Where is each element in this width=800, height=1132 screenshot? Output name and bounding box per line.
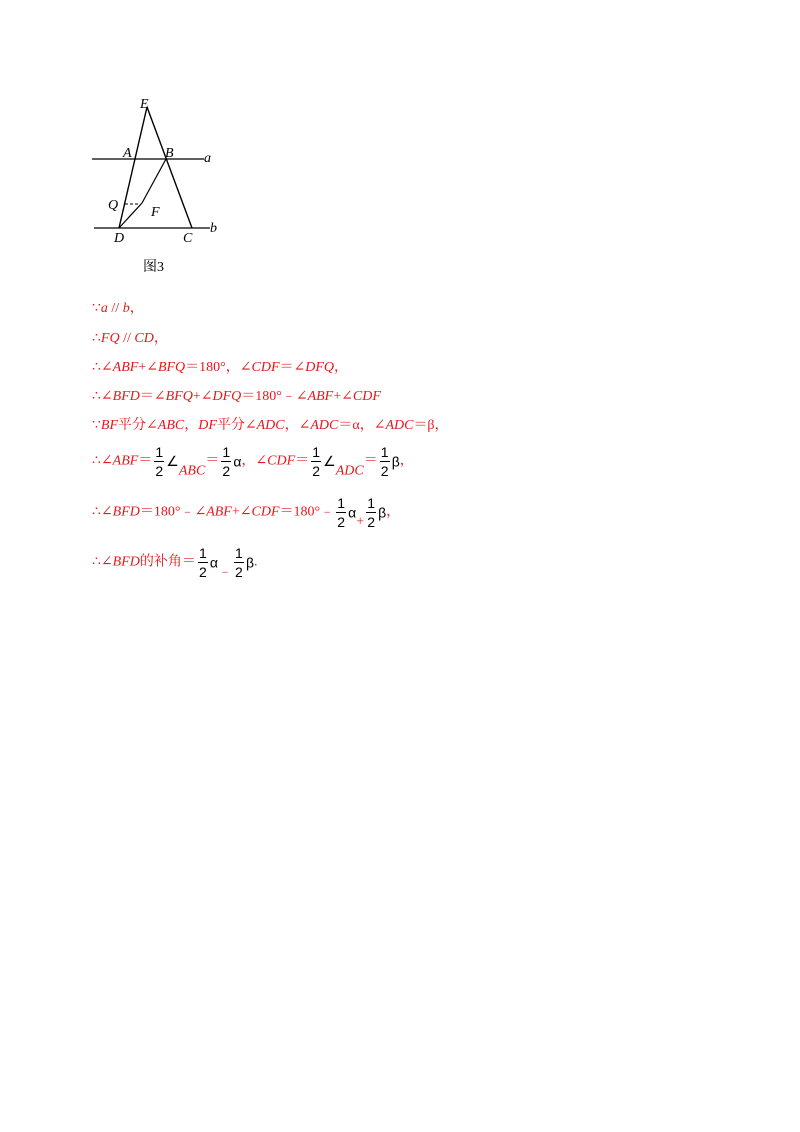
text: // bbox=[107, 301, 123, 316]
var: ABF bbox=[112, 453, 139, 469]
var: DFQ bbox=[305, 360, 335, 375]
text: ， bbox=[399, 453, 414, 469]
text: ， bbox=[184, 418, 199, 433]
alpha-symbol: α bbox=[348, 504, 357, 521]
numerator: 1 bbox=[367, 495, 375, 511]
text: 平分∠ bbox=[118, 418, 158, 433]
var: a bbox=[100, 301, 108, 316]
fraction-bar bbox=[380, 461, 390, 462]
text: ＝∠ bbox=[279, 360, 306, 375]
proof-line-2 bbox=[92, 327, 168, 347]
fraction-half bbox=[336, 496, 346, 529]
var: DFQ bbox=[212, 389, 242, 404]
numerator: 1 bbox=[222, 444, 231, 460]
geometry-figure bbox=[80, 88, 240, 288]
label-A: A bbox=[123, 146, 132, 161]
var: ABF bbox=[112, 360, 139, 375]
fraction-bar bbox=[336, 512, 346, 513]
angle-symbol: ∠ bbox=[166, 453, 179, 469]
figure-svg bbox=[80, 88, 240, 288]
var: ABF bbox=[206, 504, 232, 520]
denominator: 2 bbox=[312, 463, 321, 479]
figure-caption: 图3 bbox=[143, 260, 164, 275]
fraction-half bbox=[234, 546, 244, 579]
denominator: 2 bbox=[198, 564, 207, 580]
alpha-symbol: α bbox=[233, 453, 242, 470]
var: ABF bbox=[307, 389, 334, 404]
text: ＝∠ bbox=[139, 389, 166, 404]
var: ABC bbox=[178, 463, 206, 479]
text: ∴∠ bbox=[92, 453, 113, 469]
denominator: 2 bbox=[235, 564, 243, 580]
beta-symbol: β bbox=[391, 453, 400, 470]
var: CD bbox=[134, 331, 154, 346]
text: ∴∠ bbox=[92, 504, 113, 520]
var: BFD bbox=[112, 389, 140, 404]
text: ＝β， bbox=[413, 418, 449, 433]
denominator: 2 bbox=[155, 463, 164, 479]
fraction-half bbox=[311, 445, 321, 478]
var: CDF bbox=[267, 453, 296, 469]
angle-symbol: ∠ bbox=[323, 453, 336, 469]
fraction-half bbox=[380, 445, 390, 478]
plus-sign: + bbox=[356, 514, 365, 530]
label-B: B bbox=[165, 146, 174, 161]
segment-ED bbox=[119, 107, 147, 228]
text: ∵ bbox=[92, 301, 101, 316]
label-F: F bbox=[151, 205, 160, 220]
proof-line-4 bbox=[92, 385, 381, 405]
text: ＝ bbox=[363, 453, 378, 469]
proof-line-6 bbox=[92, 445, 414, 480]
numerator: 1 bbox=[235, 545, 243, 561]
beta-symbol: β bbox=[378, 504, 387, 521]
proof-line-1 bbox=[92, 297, 144, 317]
numerator: 1 bbox=[337, 495, 345, 511]
fraction-half bbox=[221, 445, 231, 478]
fraction-bar bbox=[221, 461, 231, 462]
text: +∠ bbox=[192, 389, 213, 404]
proof-line-7 bbox=[92, 496, 400, 531]
text: ， bbox=[129, 301, 144, 316]
var: CDF bbox=[251, 504, 280, 520]
proof-line-5 bbox=[92, 414, 449, 434]
fraction-half bbox=[198, 546, 208, 579]
text: ＝ bbox=[138, 453, 153, 469]
var: ADC bbox=[256, 418, 285, 433]
numerator: 1 bbox=[380, 444, 389, 460]
var: BFD bbox=[112, 504, 140, 520]
text: 的补角＝ bbox=[139, 554, 196, 570]
alpha-symbol: α bbox=[209, 554, 218, 571]
fraction-half bbox=[154, 445, 164, 478]
var: CDF bbox=[352, 389, 381, 404]
text: +∠ bbox=[333, 389, 353, 404]
text: 平分∠ bbox=[216, 418, 257, 433]
text: ＝180°，∠ bbox=[185, 360, 252, 375]
text: ， bbox=[386, 504, 401, 520]
label-E: E bbox=[140, 97, 149, 112]
fraction-half bbox=[366, 496, 376, 529]
text: ＝ bbox=[295, 453, 310, 469]
denominator: 2 bbox=[367, 514, 375, 530]
fraction-bar bbox=[154, 461, 164, 462]
var: ABC bbox=[157, 418, 185, 433]
text: ＝180°﹣ bbox=[279, 504, 335, 520]
text: ∴∠ bbox=[92, 360, 113, 375]
text: ∴∠ bbox=[92, 389, 113, 404]
numerator: 1 bbox=[155, 444, 164, 460]
text: ，∠ bbox=[284, 418, 311, 433]
text: +∠ bbox=[231, 504, 252, 520]
label-b: b bbox=[210, 221, 217, 236]
denominator: 2 bbox=[380, 463, 389, 479]
fraction-bar bbox=[198, 562, 208, 563]
denominator: 2 bbox=[337, 514, 345, 530]
text: ∵ bbox=[92, 418, 101, 433]
text: ，∠ bbox=[241, 453, 268, 469]
proof-line-3 bbox=[92, 356, 348, 376]
text: ， bbox=[153, 331, 168, 346]
text: . bbox=[254, 554, 258, 570]
minus-sign: ﹣ bbox=[217, 564, 232, 580]
text: ＝180°﹣∠ bbox=[241, 389, 308, 404]
label-a: a bbox=[204, 151, 211, 166]
var: FQ bbox=[100, 331, 120, 346]
var: BFQ bbox=[165, 389, 193, 404]
var: CDF bbox=[251, 360, 280, 375]
label-Q: Q bbox=[108, 198, 119, 213]
text: ∴ bbox=[92, 331, 101, 346]
text: ＝180°﹣∠ bbox=[139, 504, 207, 520]
var: ADC bbox=[310, 418, 339, 433]
text: ＝ bbox=[205, 453, 220, 469]
denominator: 2 bbox=[222, 463, 231, 479]
numerator: 1 bbox=[198, 545, 207, 561]
var: BFQ bbox=[157, 360, 186, 375]
label-C: C bbox=[183, 231, 193, 246]
label-D: D bbox=[114, 231, 125, 246]
text: ＝α，∠ bbox=[338, 418, 386, 433]
beta-symbol: β bbox=[245, 554, 255, 571]
var: DF bbox=[198, 418, 217, 433]
fraction-bar bbox=[366, 512, 376, 513]
text: +∠ bbox=[138, 360, 158, 375]
fraction-bar bbox=[234, 562, 244, 563]
segment-BF bbox=[142, 159, 166, 203]
var: b bbox=[122, 301, 130, 316]
text: ， bbox=[334, 360, 349, 375]
var: ADC bbox=[385, 418, 414, 433]
var: BFD bbox=[112, 554, 140, 570]
fraction-bar bbox=[311, 461, 321, 462]
text: ∴∠ bbox=[92, 554, 113, 570]
proof-line-8 bbox=[92, 546, 258, 581]
var: ADC bbox=[335, 463, 364, 479]
numerator: 1 bbox=[312, 444, 321, 460]
text: // bbox=[119, 331, 135, 346]
var: BF bbox=[100, 418, 119, 433]
